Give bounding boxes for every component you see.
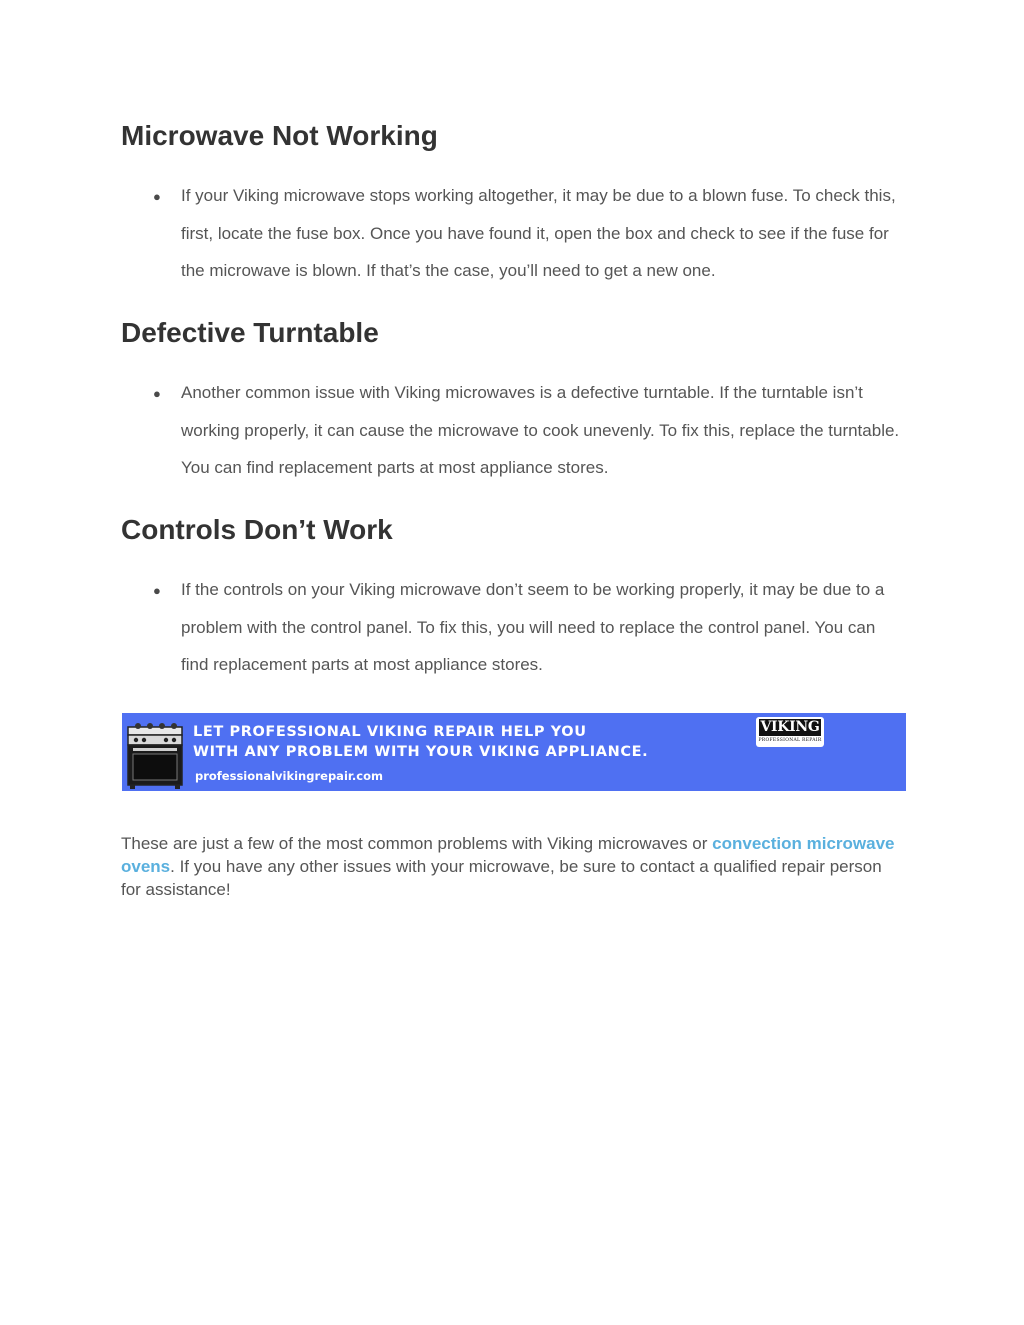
- closing-text-before-link: These are just a few of the most common problems with Viking microwaves or: [121, 834, 713, 853]
- oven-range-icon: [126, 721, 184, 789]
- section-heading-defective-turntable: Defective Turntable: [121, 317, 379, 348]
- banner-url[interactable]: professionalvikingrepair.com: [195, 769, 383, 783]
- viking-logo: [756, 717, 824, 747]
- viking-logo-word: VIKING: [760, 719, 820, 735]
- bullet-text: If your Viking microwave stops working altogether, it may be due to a blown fuse. To check this, first, locate the fuse box. Once you have found it, open the box and check to see if the fuse for the microwave is blown. If that’s the case, you’ll need to get a new one.: [181, 186, 896, 280]
- repair-ad-banner[interactable]: [122, 713, 906, 791]
- bullet-dot-icon: ●: [153, 583, 161, 598]
- closing-text-after-link: . If you have any other issues with your microwave, be sure to contact a qualified repair person for assistance!: [121, 857, 882, 900]
- bullet-dot-icon: ●: [153, 386, 161, 401]
- bullet-text: Another common issue with Viking microwaves is a defective turntable. If the turntable isn’t working properly, it can cause the microwave to cook unevenly. To fix this, replace the turntable. You can find replacement parts at most appliance stores.: [181, 383, 900, 477]
- section-heading-microwave-not-working: Microwave Not Working: [121, 120, 438, 151]
- section-heading-controls-dont-work: Controls Don’t Work: [121, 514, 393, 545]
- bullet-text: If the controls on your Viking microwave don’t seem to be working properly, it may be due to a problem with the control panel. To fix this, you will need to replace the control panel. You can find replacement parts at most appliance stores.: [181, 580, 885, 674]
- banner-headline-line-2: WITH ANY PROBLEM WITH YOUR VIKING APPLIANCE.: [193, 744, 649, 760]
- convection-microwave-ovens-link[interactable]: convection microwave ovens: [121, 834, 895, 877]
- banner-headline-line-1: LET PROFESSIONAL VIKING REPAIR HELP YOU: [193, 724, 587, 740]
- viking-logo-subtitle: PROFESSIONAL REPAIR: [758, 738, 822, 743]
- bullet-dot-icon: ●: [153, 189, 161, 204]
- closing-paragraph: [121, 832, 906, 902]
